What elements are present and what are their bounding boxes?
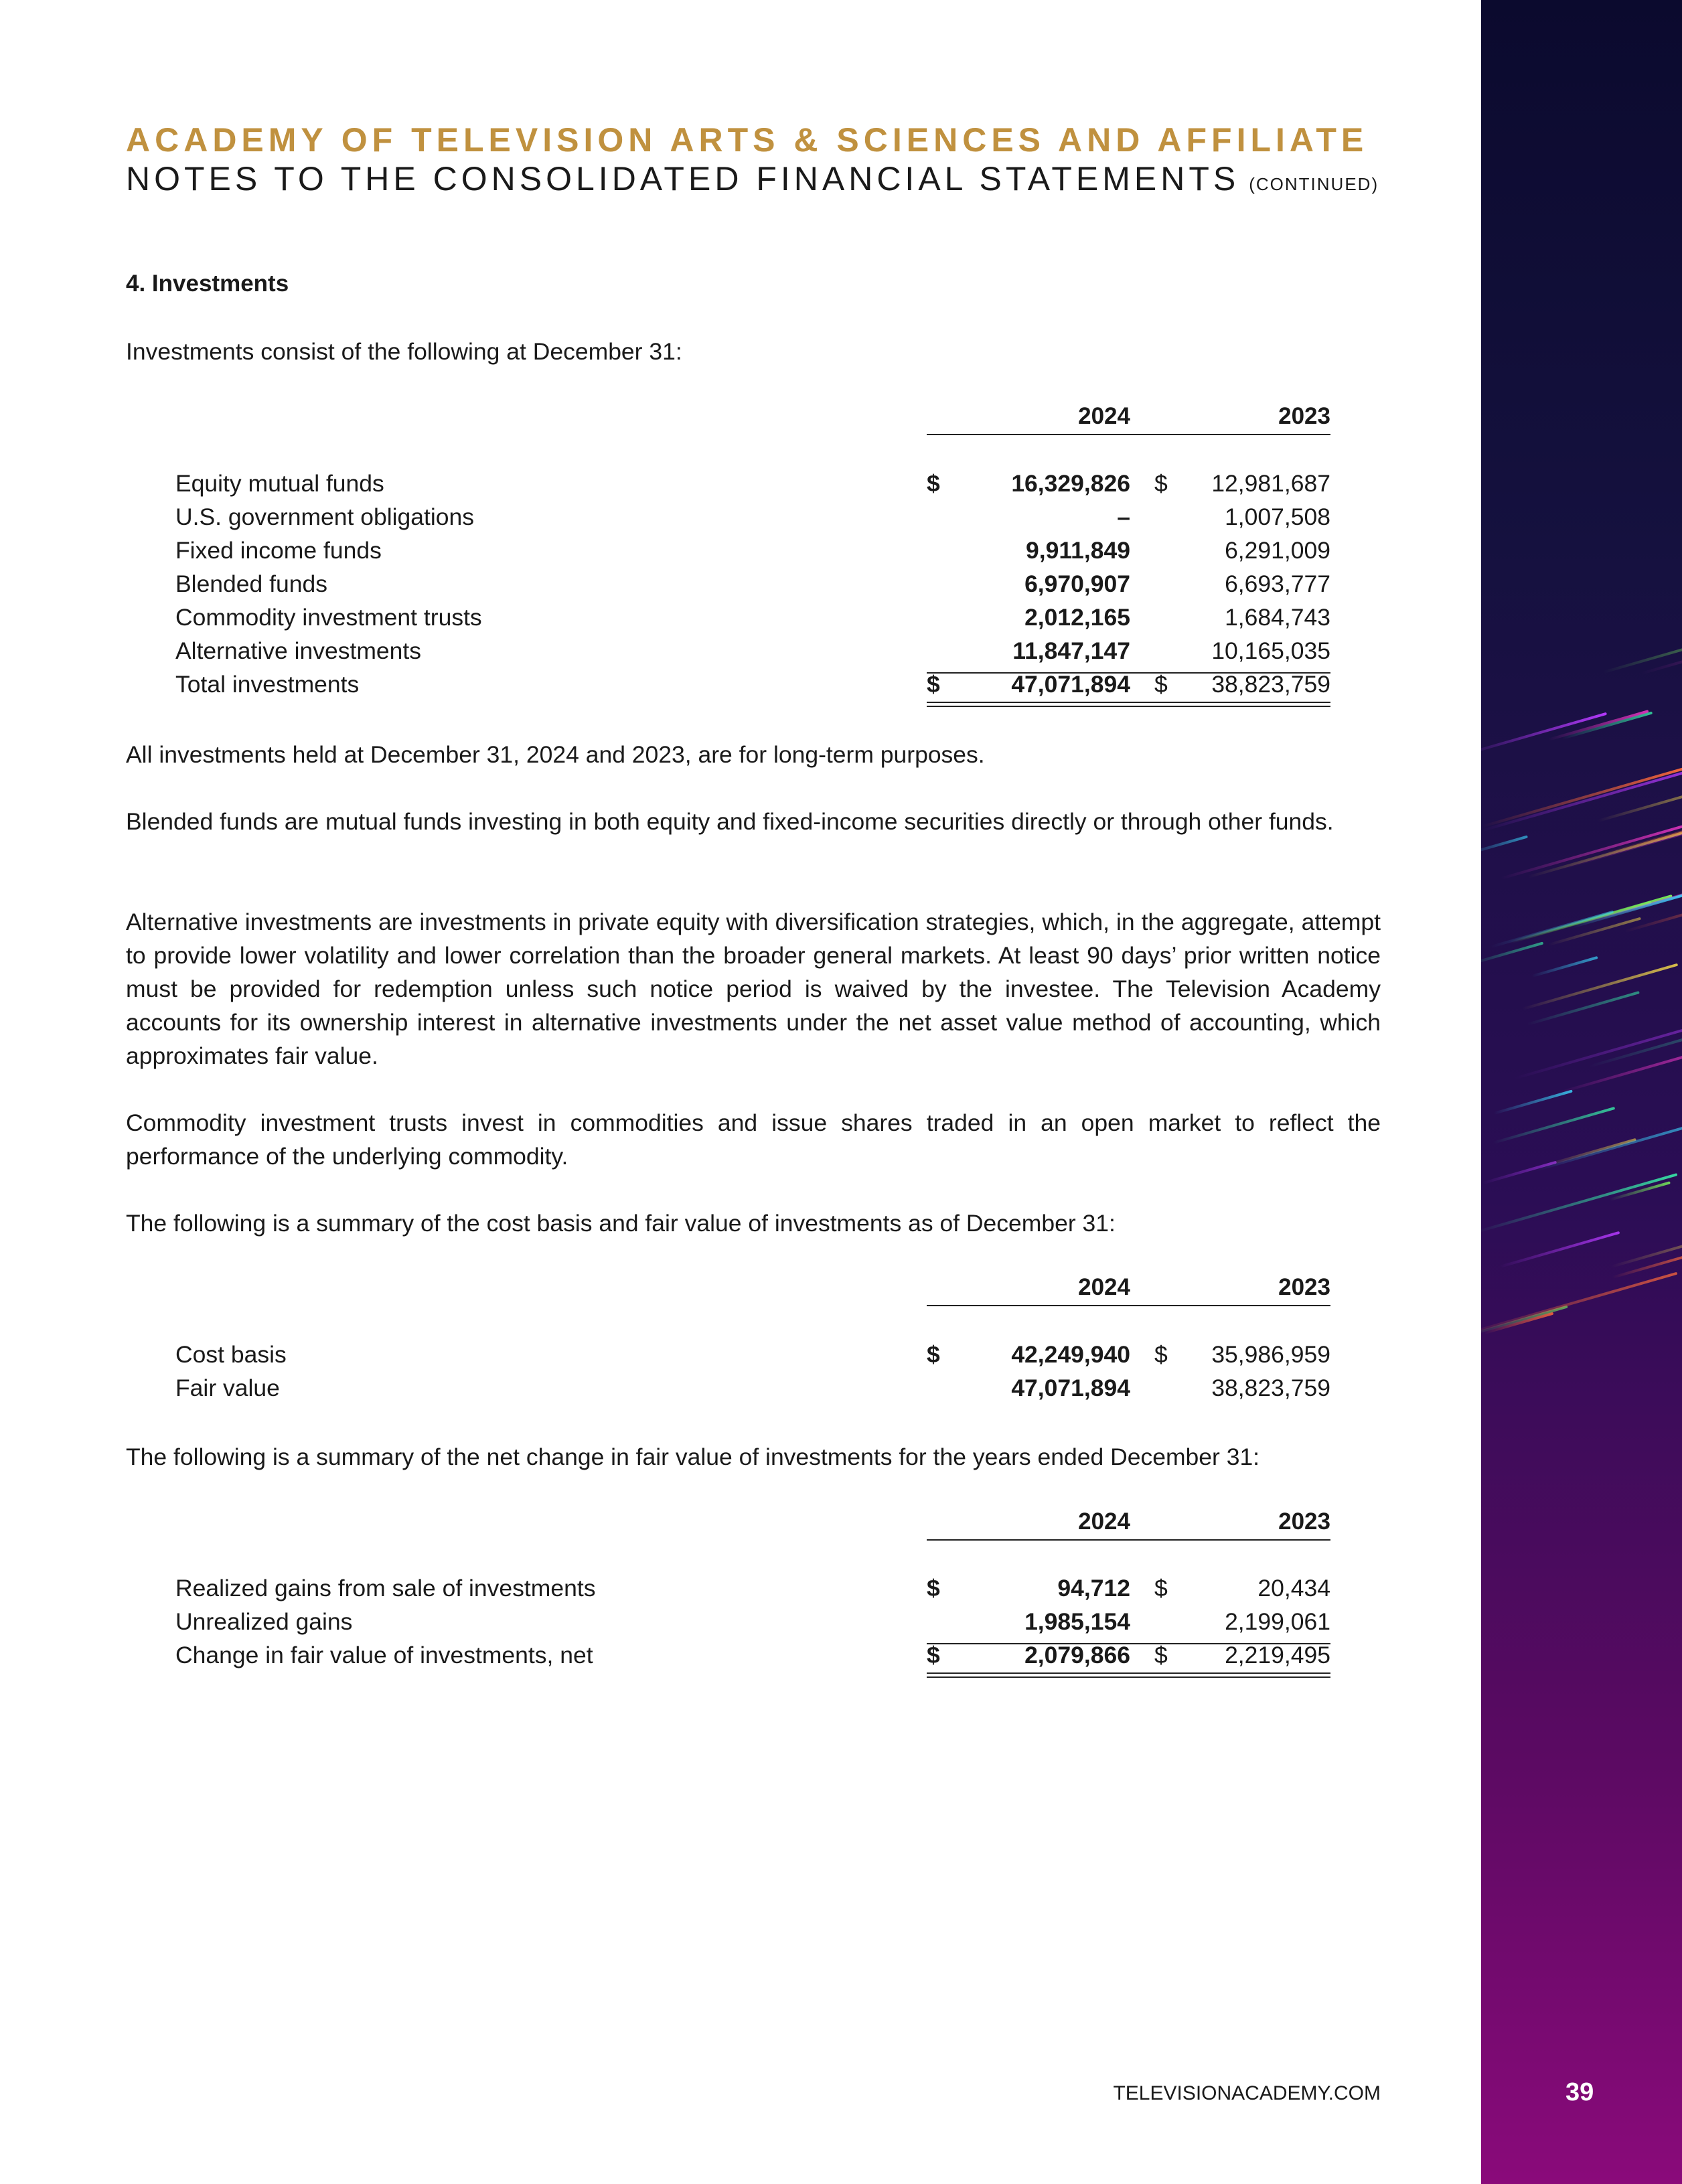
value-2023: 2,199,061	[1225, 1608, 1330, 1635]
double-underline	[927, 706, 1330, 707]
value-2023: 2,219,495	[1225, 1642, 1330, 1668]
value-2024: 1,985,154	[1024, 1608, 1130, 1635]
currency-symbol-2024: $	[927, 671, 940, 698]
row-label: Unrealized gains	[175, 1608, 353, 1635]
table-row	[0, 671, 1406, 704]
double-underline	[927, 1676, 1330, 1678]
row-label: Total investments	[175, 671, 360, 698]
light-streak	[1493, 1107, 1616, 1144]
row-label: Fixed income funds	[175, 537, 382, 564]
value-2024: 47,071,894	[1011, 671, 1130, 698]
header-rule	[927, 1305, 1330, 1306]
total-rule	[927, 1643, 1330, 1644]
value-2023: 38,823,759	[1211, 671, 1330, 698]
value-2023: 10,165,035	[1211, 637, 1330, 664]
light-streak	[1484, 1312, 1553, 1334]
website-link[interactable]: TELEVISIONACADEMY.COM	[1113, 2082, 1381, 2104]
value-2024: 94,712	[1057, 1575, 1130, 1602]
table-row	[0, 537, 1406, 570]
value-2024: –	[1117, 503, 1130, 530]
row-label: Blended funds	[175, 570, 327, 597]
table-row	[0, 604, 1406, 637]
light-streak	[1513, 1019, 1682, 1080]
value-2024: 9,911,849	[1026, 537, 1130, 564]
table-row	[0, 1375, 1406, 1408]
page-number: 39	[1565, 2078, 1594, 2106]
light-streak	[1561, 711, 1653, 739]
light-streak	[1527, 991, 1640, 1026]
year-header-2024: 2024	[1078, 1274, 1130, 1300]
paragraph-cost-basis-intro: The following is a summary of the cost basis and fair value of investments as of December 31:	[126, 1210, 1116, 1237]
section-heading: 4. Investments	[126, 270, 289, 297]
value-2023: 35,986,959	[1211, 1341, 1330, 1368]
light-streak	[1598, 792, 1682, 822]
table-row	[0, 503, 1406, 537]
value-2024: 2,012,165	[1024, 604, 1130, 631]
currency-symbol-2023: $	[1154, 1341, 1168, 1368]
value-2024: 47,071,894	[1011, 1375, 1130, 1401]
double-underline	[927, 1672, 1330, 1674]
page-subtitle	[126, 159, 1379, 198]
paragraph-long-term: All investments held at December 31, 2024 and 2023, are for long-term purposes.	[126, 741, 985, 768]
value-2023: 6,291,009	[1225, 537, 1330, 564]
row-label: Fair value	[175, 1375, 280, 1401]
currency-symbol-2023: $	[1154, 470, 1168, 497]
light-streak	[1483, 764, 1682, 828]
row-label: Realized gains from sale of investments	[175, 1575, 596, 1602]
currency-symbol-2024: $	[927, 1575, 940, 1602]
light-streak	[1501, 825, 1682, 880]
table-row	[0, 470, 1406, 503]
table-row	[0, 1575, 1406, 1608]
header-rule	[927, 434, 1330, 435]
currency-symbol-2024: $	[927, 1341, 940, 1368]
row-label: Commodity investment trusts	[175, 604, 482, 631]
year-header-2023: 2023	[1278, 1274, 1330, 1300]
value-2023: 1,007,508	[1225, 503, 1330, 530]
row-label: U.S. government obligations	[175, 503, 474, 530]
decorative-side-panel	[1481, 0, 1682, 2184]
value-2024: 42,249,940	[1011, 1341, 1130, 1368]
currency-symbol-2024: $	[927, 470, 940, 497]
header-rule	[927, 1539, 1330, 1541]
double-underline	[927, 702, 1330, 703]
paragraph-commodity: Commodity investment trusts invest in commodities and issue shares traded in an open market to reflect the performance of the underlying commodity.	[126, 1109, 1381, 1170]
light-streak	[1641, 615, 1682, 676]
year-header-2023: 2023	[1278, 1508, 1330, 1535]
currency-symbol-2023: $	[1154, 671, 1168, 698]
value-2023: 1,684,743	[1225, 604, 1330, 631]
continued-label: (CONTINUED)	[1249, 174, 1379, 194]
light-streak	[1599, 807, 1682, 857]
light-streak	[1604, 629, 1682, 674]
value-2024: 6,970,907	[1024, 570, 1130, 597]
currency-symbol-2024: $	[927, 1642, 940, 1668]
table-row	[0, 570, 1406, 604]
row-label: Cost basis	[175, 1341, 287, 1368]
org-title: ACADEMY OF TELEVISION ARTS & SCIENCES AND AFFILIATE	[126, 121, 1369, 159]
year-header-2023: 2023	[1278, 403, 1330, 429]
value-2023: 20,434	[1257, 1575, 1330, 1602]
row-label: Change in fair value of investments, net	[175, 1642, 593, 1668]
light-streak	[1483, 1160, 1557, 1184]
table-row	[0, 637, 1406, 671]
light-streak	[1481, 835, 1528, 855]
row-label: Alternative investments	[175, 637, 421, 664]
total-rule	[927, 672, 1330, 674]
row-label: Equity mutual funds	[175, 470, 384, 497]
value-2024: 11,847,147	[1012, 637, 1130, 664]
year-header-2024: 2024	[1078, 1508, 1130, 1535]
paragraph-blended: Blended funds are mutual funds investing in both equity and fixed-income securities directly or through other funds.	[126, 808, 1334, 835]
value-2023: 6,693,777	[1225, 570, 1330, 597]
paragraph-alternative: Alternative investments are investments in private equity with diversification strategies, which, in the aggregate, attempt to provide lower volatility and lower correlation than the broader general markets. At least 90 days’ prior written notice must be provided for redemption unless such notice period is waived by the investee. The Television Academy accounts for its ownership interest in alternative investments under the net asset value method of accounting, which approximates fair value.	[126, 909, 1381, 1069]
paragraph-net-change-intro: The following is a summary of the net change in fair value of investments for the years ended December 31:	[126, 1444, 1260, 1470]
value-2023: 12,981,687	[1211, 470, 1330, 497]
light-streak	[1481, 1173, 1677, 1233]
value-2023: 38,823,759	[1211, 1375, 1330, 1401]
intro-paragraph: Investments consist of the following at December 31:	[126, 338, 682, 365]
value-2024: 16,329,826	[1011, 470, 1130, 497]
table-row	[0, 1642, 1406, 1675]
light-streak	[1611, 1227, 1682, 1268]
currency-symbol-2023: $	[1154, 1642, 1168, 1668]
value-2024: 2,079,866	[1024, 1642, 1130, 1668]
light-streak	[1481, 712, 1607, 755]
year-header-2024: 2024	[1078, 403, 1130, 429]
currency-symbol-2023: $	[1154, 1575, 1168, 1602]
light-streak	[1481, 1272, 1677, 1337]
light-streak	[1499, 1231, 1620, 1268]
subtitle-text: NOTES TO THE CONSOLIDATED FINANCIAL STATEMENTS	[126, 160, 1240, 198]
table-row	[0, 1608, 1406, 1642]
table-row	[0, 1341, 1406, 1375]
light-streak	[1531, 956, 1598, 978]
